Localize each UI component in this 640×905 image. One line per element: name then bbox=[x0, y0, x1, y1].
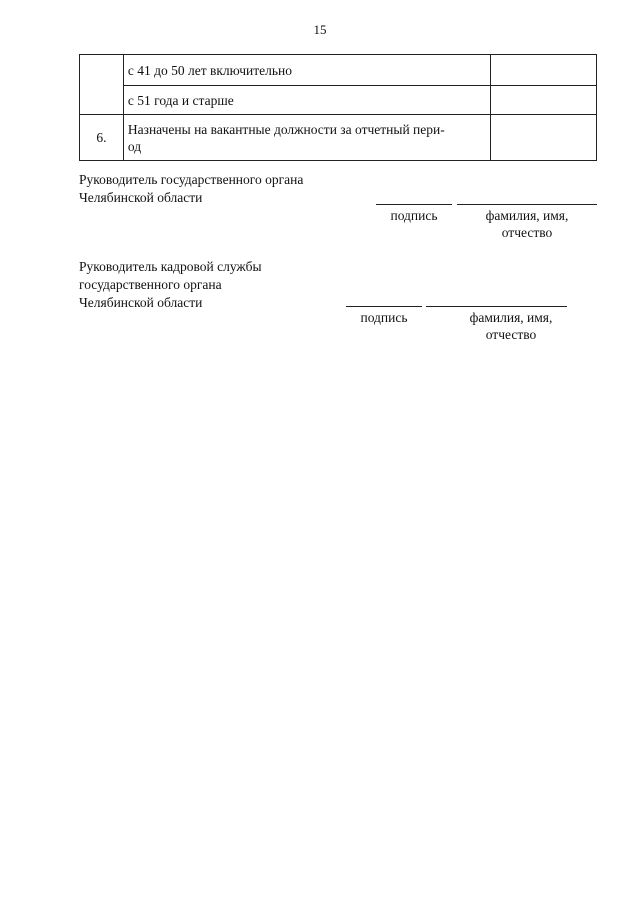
name-caption-line: отчество bbox=[501, 225, 553, 240]
row-label-cell: с 41 до 50 лет включительно bbox=[123, 55, 491, 86]
report-table bbox=[79, 54, 597, 161]
title-line: государственного органа bbox=[79, 277, 222, 292]
row-value-cell bbox=[491, 86, 597, 115]
page-number: 15 bbox=[313, 22, 327, 37]
title-line: Челябинской области bbox=[79, 295, 203, 310]
table-row bbox=[80, 86, 597, 115]
signature-caption: подпись bbox=[360, 310, 408, 325]
name-caption-line: фамилия, имя, bbox=[469, 310, 553, 325]
table-row bbox=[80, 115, 597, 161]
title-line: Руководитель государственного органа bbox=[79, 172, 304, 187]
row-value-cell bbox=[491, 55, 597, 86]
name-caption bbox=[426, 309, 596, 343]
name-line bbox=[457, 204, 597, 205]
row-label-cell: с 51 года и старше bbox=[123, 86, 491, 115]
signature-caption: подпись bbox=[390, 208, 438, 223]
name-caption bbox=[457, 207, 597, 241]
row-number-cell bbox=[80, 55, 124, 115]
row-label-cell bbox=[123, 115, 491, 161]
title-line: Челябинской области bbox=[79, 190, 203, 205]
name-caption-line: фамилия, имя, bbox=[485, 208, 569, 223]
name-caption-line: отчество bbox=[485, 327, 537, 342]
row-number-cell: 6. bbox=[80, 115, 124, 161]
name-line bbox=[426, 306, 567, 307]
signature-line bbox=[376, 204, 452, 205]
table-row bbox=[80, 55, 597, 86]
head-of-hr-title bbox=[79, 258, 262, 312]
row-value-cell bbox=[491, 115, 597, 161]
head-of-agency-title bbox=[79, 171, 303, 207]
signature-line bbox=[346, 306, 422, 307]
row-label-line: Назначены на вакантные должности за отчетный пери- bbox=[127, 121, 445, 137]
row-label-line: од bbox=[127, 138, 142, 154]
title-line: Руководитель кадровой службы bbox=[79, 259, 262, 274]
